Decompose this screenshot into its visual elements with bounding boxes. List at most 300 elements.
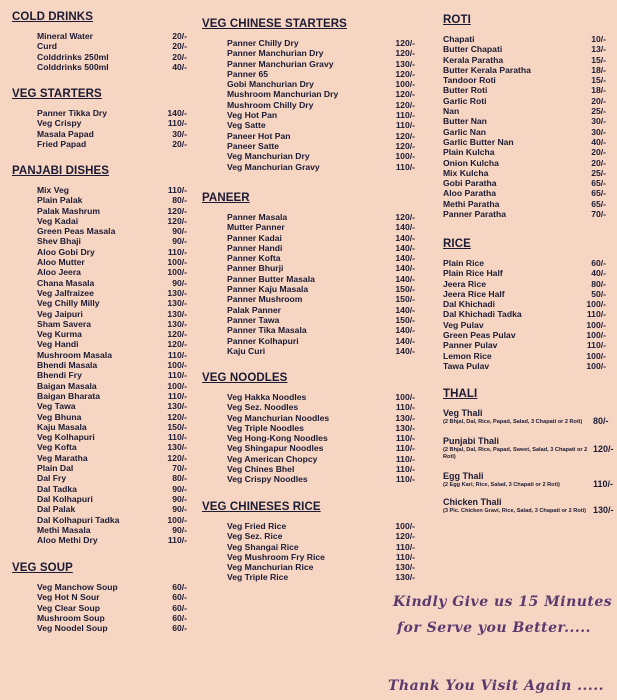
thali-price: 130/- xyxy=(593,505,614,515)
menu-item xyxy=(202,141,422,151)
item-name: Aloo Mutter xyxy=(37,257,85,268)
section-rice xyxy=(443,238,617,371)
section-heading: PANJABI DISHES xyxy=(12,165,110,177)
section-heading: VEG STARTERS xyxy=(12,88,102,100)
menu-item xyxy=(202,305,422,315)
item-name: Aloo Paratha xyxy=(443,188,497,199)
thali-item xyxy=(443,497,613,515)
menu-item xyxy=(443,55,617,65)
menu-item xyxy=(12,226,232,236)
item-price: 90/- xyxy=(172,493,187,504)
item-price: 20/- xyxy=(172,41,187,52)
item-name: Veg Mushroom Fry Rice xyxy=(227,551,325,562)
menu-item xyxy=(443,361,617,371)
item-price: 100/- xyxy=(167,267,187,278)
item-name: Dal Khichadi Tadka xyxy=(443,309,522,320)
item-price: 90/- xyxy=(172,504,187,515)
item-name: Veg Hot Pan xyxy=(227,110,278,121)
item-price: 110/- xyxy=(395,541,415,552)
item-price: 140/- xyxy=(395,222,415,233)
item-name: Veg Kolhapuri xyxy=(37,432,95,443)
item-name: Panner Pulav xyxy=(443,340,498,351)
item-price: 90/- xyxy=(172,236,187,247)
item-name: Veg Crispy Noodles xyxy=(227,474,308,485)
item-price: 90/- xyxy=(172,524,187,535)
menu-item xyxy=(12,319,232,329)
item-price: 120/- xyxy=(395,212,415,222)
item-price: 100/- xyxy=(395,392,415,402)
menu-item xyxy=(12,442,232,452)
item-name: Kerala Paratha xyxy=(443,54,504,65)
item-price: 60/- xyxy=(172,592,187,603)
section-heading: COLD DRINKS xyxy=(12,11,93,23)
item-price: 40/- xyxy=(172,61,187,72)
item-price: 100/- xyxy=(167,360,187,371)
item-price: 120/- xyxy=(167,411,187,422)
item-name: Mix Kulcha xyxy=(443,167,489,178)
item-name: Bhendi Fry xyxy=(37,370,82,381)
item-price: 130/- xyxy=(167,318,187,329)
item-name: Dal Fry xyxy=(37,473,67,484)
menu-item xyxy=(202,336,422,346)
menu-item xyxy=(202,253,422,263)
section-heading: VEG SOUP xyxy=(12,562,73,574)
item-name: Panner Manchurian Dry xyxy=(227,48,324,59)
menu-item xyxy=(12,236,232,246)
menu-item xyxy=(202,222,422,232)
menu-item xyxy=(202,38,422,48)
item-price: 100/- xyxy=(586,350,606,361)
item-name: Veg Triple Rice xyxy=(227,572,289,583)
menu-item xyxy=(12,412,232,422)
item-price: 120/- xyxy=(395,68,415,79)
item-price: 110/- xyxy=(586,309,606,320)
menu-item xyxy=(12,108,232,118)
item-name: Mushroom Soup xyxy=(37,612,105,623)
item-price: 100/- xyxy=(395,151,415,162)
item-price: 25/- xyxy=(591,167,606,178)
menu-item xyxy=(443,320,617,330)
item-price: 110/- xyxy=(395,110,415,121)
item-name: Shev Bhaji xyxy=(37,236,81,247)
section-heading: RICE xyxy=(443,238,471,250)
item-price: 130/- xyxy=(395,58,415,69)
item-name: Colddrinks 250ml xyxy=(37,51,109,62)
item-name: Plain Rice xyxy=(443,258,485,268)
item-name: Panner Manchurian Gravy xyxy=(227,58,334,69)
section-thali xyxy=(443,388,613,515)
menu-item xyxy=(202,474,422,484)
item-price: 40/- xyxy=(591,136,606,147)
item-price: 110/- xyxy=(167,118,187,129)
item-price: 110/- xyxy=(395,464,415,475)
menu-item xyxy=(443,268,617,278)
menu-item xyxy=(202,315,422,325)
menu-item xyxy=(202,531,422,541)
menu-item xyxy=(12,360,232,370)
item-price: 110/- xyxy=(395,120,415,131)
menu-item xyxy=(12,582,232,592)
thali-description: (2 Bhjal, Dal, Rice, Papad, Sweet, Salad, 3 Chapati or 2 Roti) xyxy=(443,447,588,460)
section-veg-chineses-rice xyxy=(202,501,422,583)
item-name: Lemon Rice xyxy=(443,350,492,361)
thali-price: 110/- xyxy=(593,479,614,489)
item-price: 13/- xyxy=(591,44,606,55)
menu-item xyxy=(12,31,232,41)
item-price: 100/- xyxy=(586,360,606,371)
menu-item xyxy=(202,263,422,273)
item-name: Plain Kulcha xyxy=(443,147,495,158)
menu-item xyxy=(443,106,617,116)
menu-item xyxy=(443,116,617,126)
menu-item xyxy=(12,592,232,602)
thali-name: Chicken Thali xyxy=(443,497,502,507)
menu-item xyxy=(202,284,422,294)
menu-item xyxy=(12,391,232,401)
item-price: 110/- xyxy=(395,551,415,562)
section-veg-noodles xyxy=(202,372,422,485)
item-price: 110/- xyxy=(586,340,606,351)
section-cold-drinks xyxy=(12,11,232,72)
item-name: Tawa Pulav xyxy=(443,360,490,371)
menu-item xyxy=(443,209,617,219)
menu-item xyxy=(12,267,232,277)
section-heading: THALI xyxy=(443,388,478,400)
item-name: Veg Handi xyxy=(37,339,79,350)
menu-item xyxy=(202,572,422,582)
section-veg-chinese-starters xyxy=(202,18,422,172)
menu-item xyxy=(202,552,422,562)
item-name: Panner Chilly Dry xyxy=(227,38,299,48)
menu-item xyxy=(443,330,617,340)
item-price: 10/- xyxy=(591,34,606,44)
menu-item xyxy=(443,309,617,319)
menu-item xyxy=(12,216,232,226)
menu-item xyxy=(12,603,232,613)
menu-item xyxy=(202,423,422,433)
menu-item xyxy=(202,79,422,89)
menu-item xyxy=(12,525,232,535)
item-price: 80/- xyxy=(591,278,606,289)
item-price: 100/- xyxy=(586,299,606,310)
thali-name: Egg Thali xyxy=(443,471,484,481)
item-name: Veg Crispy xyxy=(37,118,82,129)
item-price: 140/- xyxy=(395,273,415,284)
item-name: Kaju Masala xyxy=(37,421,87,432)
item-name: Mushroom Masala xyxy=(37,349,112,360)
item-price: 140/- xyxy=(395,253,415,264)
item-price: 110/- xyxy=(167,535,187,546)
menu-item xyxy=(12,504,232,514)
section-panjabi-dishes xyxy=(12,165,232,545)
item-name: Panner Bhurji xyxy=(227,263,284,274)
item-name: Panner Tikka Dry xyxy=(37,108,108,118)
menu-item xyxy=(12,247,232,257)
item-price: 20/- xyxy=(172,51,187,62)
menu-item xyxy=(443,258,617,268)
menu-item xyxy=(443,351,617,361)
item-name: Mix Veg xyxy=(37,185,69,195)
section-veg-starters xyxy=(12,88,232,149)
item-price: 60/- xyxy=(172,602,187,613)
menu-item xyxy=(202,212,422,222)
section-veg-soup xyxy=(12,562,232,633)
item-price: 100/- xyxy=(395,79,415,90)
item-price: 130/- xyxy=(395,422,415,433)
item-name: Jeera Rice xyxy=(443,278,487,289)
item-name: Panner Tika Masala xyxy=(227,325,307,336)
item-name: Veg Kofta xyxy=(37,442,77,453)
menu-item xyxy=(12,535,232,545)
item-price: 130/- xyxy=(167,287,187,298)
item-name: Butter Roti xyxy=(443,85,488,96)
item-name: Paneer Satte xyxy=(227,140,280,151)
item-name: Bhendi Masala xyxy=(37,360,98,371)
item-name: Green Peas Pulav xyxy=(443,330,516,341)
item-price: 110/- xyxy=(395,474,415,485)
item-name: Veg Pulav xyxy=(443,319,484,330)
item-price: 30/- xyxy=(591,116,606,127)
item-name: Veg Hakka Noodles xyxy=(227,392,307,402)
item-name: Mushroom Chilly Dry xyxy=(227,99,314,110)
menu-item xyxy=(202,392,422,402)
menu-item xyxy=(12,453,232,463)
menu-item xyxy=(202,521,422,531)
item-name: Veg Bhuna xyxy=(37,411,82,422)
menu-item xyxy=(12,185,232,195)
item-name: Methi Paratha xyxy=(443,198,500,209)
menu-item xyxy=(12,118,232,128)
menu-item xyxy=(202,233,422,243)
item-price: 50/- xyxy=(591,288,606,299)
item-price: 80/- xyxy=(172,195,187,206)
item-price: 18/- xyxy=(591,85,606,96)
item-name: Veg Clear Soup xyxy=(37,602,101,613)
item-price: 90/- xyxy=(172,483,187,494)
menu-item xyxy=(202,131,422,141)
item-name: Panner Tawa xyxy=(227,314,280,325)
item-name: Veg Manchurian Noodles xyxy=(227,412,330,423)
menu-item xyxy=(12,129,232,139)
section-roti xyxy=(443,14,617,219)
item-price: 60/- xyxy=(591,258,606,268)
item-price: 120/- xyxy=(395,130,415,141)
menu-item xyxy=(202,562,422,572)
menu-item xyxy=(443,147,617,157)
item-name: Panner Butter Masala xyxy=(227,273,315,284)
item-price: 100/- xyxy=(167,257,187,268)
item-name: Chana Masala xyxy=(37,277,95,288)
menu-item xyxy=(202,433,422,443)
item-name: Mineral Water xyxy=(37,31,94,41)
item-price: 100/- xyxy=(586,330,606,341)
menu-item xyxy=(12,370,232,380)
item-name: Kaju Curi xyxy=(227,345,266,356)
item-price: 140/- xyxy=(395,325,415,336)
menu-item xyxy=(443,188,617,198)
section-heading: VEG CHINESES RICE xyxy=(202,501,321,513)
item-name: Veg Manchurian Rice xyxy=(227,562,314,573)
menu-item xyxy=(12,422,232,432)
item-price: 30/- xyxy=(591,126,606,137)
item-price: 20/- xyxy=(172,31,187,41)
menu-item xyxy=(443,44,617,54)
item-name: Veg Jaipuri xyxy=(37,308,83,319)
item-price: 120/- xyxy=(167,339,187,350)
item-name: Veg American Chopcy xyxy=(227,453,318,464)
item-name: Plain Palak xyxy=(37,195,83,206)
item-name: Veg Tawa xyxy=(37,401,76,412)
item-price: 120/- xyxy=(167,452,187,463)
item-price: 100/- xyxy=(395,521,415,531)
menu-item xyxy=(443,75,617,85)
item-name: Veg Manchurian Dry xyxy=(227,151,310,162)
menu-item xyxy=(12,494,232,504)
thali-price: 80/- xyxy=(593,416,609,426)
item-price: 130/- xyxy=(167,298,187,309)
item-name: Panner Kolhapuri xyxy=(227,335,299,346)
item-name: Panner 65 xyxy=(227,68,269,79)
item-price: 120/- xyxy=(167,329,187,340)
item-price: 140/- xyxy=(395,335,415,346)
item-name: Mutter Panner xyxy=(227,222,285,233)
menu-item xyxy=(12,350,232,360)
item-name: Gobi Manchurian Dry xyxy=(227,79,314,90)
menu-item xyxy=(12,288,232,298)
menu-item xyxy=(12,613,232,623)
thali-description: (2 Bhjal, Dal, Rice, Papad, Salad, 3 Chapati or 2 Roti) xyxy=(443,419,583,425)
menu-item xyxy=(202,346,422,356)
item-price: 130/- xyxy=(395,572,415,583)
wait-time-note: Kindly Give us 15 Minutes xyxy=(393,594,613,610)
menu-item xyxy=(202,542,422,552)
item-name: Veg Hot N Sour xyxy=(37,592,100,603)
thali-name: Veg Thali xyxy=(443,408,483,418)
item-name: Dal Palak xyxy=(37,504,76,515)
item-name: Aloo Gobi Dry xyxy=(37,246,95,257)
item-price: 110/- xyxy=(395,453,415,464)
menu-item xyxy=(202,110,422,120)
item-name: Panner Kofta xyxy=(227,253,281,264)
item-name: Veg Fried Rice xyxy=(227,521,287,531)
menu-item xyxy=(12,257,232,267)
item-name: Panner Masala xyxy=(227,212,288,222)
item-name: Veg Hong-Kong Noodles xyxy=(227,433,328,444)
item-name: Veg Maratha xyxy=(37,452,88,463)
item-name: Palak Mashrum xyxy=(37,205,101,216)
item-price: 60/- xyxy=(172,612,187,623)
item-name: Green Peas Masala xyxy=(37,226,116,237)
item-price: 110/- xyxy=(395,433,415,444)
menu-item xyxy=(202,413,422,423)
item-price: 130/- xyxy=(167,442,187,453)
item-price: 100/- xyxy=(586,319,606,330)
serve-better-note: for Serve you Better..... xyxy=(397,620,591,636)
item-price: 25/- xyxy=(591,106,606,117)
item-price: 65/- xyxy=(591,178,606,189)
item-price: 110/- xyxy=(395,161,415,172)
item-price: 140/- xyxy=(395,345,415,356)
menu-item xyxy=(12,401,232,411)
item-price: 140/- xyxy=(395,242,415,253)
item-price: 150/- xyxy=(167,421,187,432)
item-name: Chapati xyxy=(443,34,475,44)
item-name: Aloo Methi Dry xyxy=(37,535,98,546)
menu-item xyxy=(202,443,422,453)
item-name: Colddrinks 500ml xyxy=(37,61,109,72)
item-name: Panner Handi xyxy=(227,242,283,253)
item-price: 18/- xyxy=(591,64,606,75)
menu-item xyxy=(202,69,422,79)
item-name: Panner Kaju Masala xyxy=(227,284,309,295)
item-price: 120/- xyxy=(395,38,415,48)
menu-item xyxy=(202,464,422,474)
item-name: Veg Shangai Rice xyxy=(227,541,299,552)
item-name: Curd xyxy=(37,41,58,52)
item-price: 120/- xyxy=(395,48,415,59)
item-price: 90/- xyxy=(172,277,187,288)
menu-item xyxy=(12,329,232,339)
menu-item xyxy=(12,298,232,308)
menu-item xyxy=(12,62,232,72)
item-name: Dal Kolhapuri Tadka xyxy=(37,514,120,525)
item-price: 120/- xyxy=(395,89,415,100)
item-name: Methi Masala xyxy=(37,524,91,535)
item-price: 65/- xyxy=(591,188,606,199)
menu-item xyxy=(202,151,422,161)
item-price: 130/- xyxy=(167,401,187,412)
item-name: Dal Kolhapuri xyxy=(37,493,93,504)
item-name: Garlic Butter Nan xyxy=(443,136,514,147)
item-price: 60/- xyxy=(172,582,187,592)
menu-item xyxy=(443,199,617,209)
item-price: 120/- xyxy=(395,140,415,151)
menu-item xyxy=(12,278,232,288)
item-price: 120/- xyxy=(395,99,415,110)
item-price: 110/- xyxy=(395,402,415,413)
item-price: 20/- xyxy=(591,157,606,168)
item-price: 15/- xyxy=(591,54,606,65)
item-price: 30/- xyxy=(172,128,187,139)
item-price: 130/- xyxy=(395,412,415,423)
item-name: Jeera Rice Half xyxy=(443,288,505,299)
item-name: Onion Kulcha xyxy=(443,157,499,168)
menu-item xyxy=(202,59,422,69)
item-name: Panner Paratha xyxy=(443,209,507,220)
item-price: 120/- xyxy=(395,531,415,542)
menu-item xyxy=(443,137,617,147)
item-name: Veg Triple Noodles xyxy=(227,422,304,433)
menu-item xyxy=(12,195,232,205)
menu-item xyxy=(202,100,422,110)
item-name: Garlic Roti xyxy=(443,95,487,106)
item-price: 70/- xyxy=(591,209,606,220)
item-price: 140/- xyxy=(395,304,415,315)
item-name: Panner Kadai xyxy=(227,232,282,243)
item-name: Veg Manchurian Gravy xyxy=(227,161,320,172)
thali-name: Punjabi Thali xyxy=(443,436,500,446)
item-price: 60/- xyxy=(172,623,187,634)
thali-price: 120/- xyxy=(593,444,614,454)
item-name: Palak Panner xyxy=(227,304,281,315)
menu-item xyxy=(202,402,422,412)
item-name: Veg Chines Bhel xyxy=(227,464,295,475)
item-price: 110/- xyxy=(167,185,187,195)
item-price: 150/- xyxy=(395,294,415,305)
item-name: Veg Sez. Noodles xyxy=(227,402,299,413)
menu-item xyxy=(12,432,232,442)
menu-item xyxy=(12,206,232,216)
